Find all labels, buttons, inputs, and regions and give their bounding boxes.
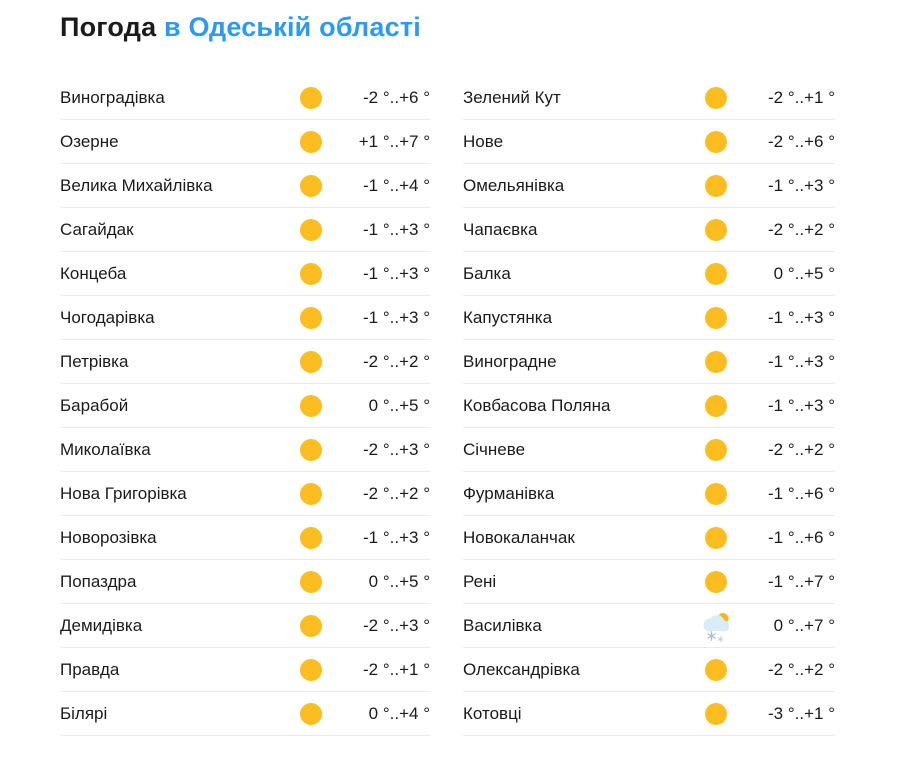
weather-icon-slot: [300, 439, 322, 461]
weather-icon-slot: [705, 263, 727, 285]
city-weather-row[interactable]: [463, 428, 835, 472]
sun-icon: [300, 307, 322, 329]
temperature-range: -2 °..+1 °: [363, 659, 430, 679]
sun-icon: [300, 395, 322, 417]
sun-icon: [300, 571, 322, 593]
city-weather-row[interactable]: [60, 120, 430, 164]
sun-icon: [300, 527, 322, 549]
weather-icon-slot: [705, 219, 727, 241]
sun-icon: [705, 307, 727, 329]
weather-icon-slot: [300, 659, 322, 681]
weather-icon-slot: [300, 527, 322, 549]
temperature-range: -1 °..+3 °: [363, 307, 430, 327]
city-name: Фурманівка: [463, 483, 555, 503]
city-name: Новокаланчак: [463, 527, 575, 547]
city-name: Виноградівка: [60, 87, 165, 107]
title-weather-label: Погода: [60, 12, 157, 42]
weather-icon-slot: [300, 395, 322, 417]
city-weather-row[interactable]: [463, 560, 835, 604]
temperature-range: -2 °..+2 °: [768, 659, 835, 679]
temperature-range: -2 °..+2 °: [363, 483, 430, 503]
sun-icon: [300, 219, 322, 241]
city-name: Олександрівка: [463, 659, 580, 679]
temperature-range: -1 °..+6 °: [768, 483, 835, 503]
city-weather-row[interactable]: [463, 252, 835, 296]
sun-icon: [300, 131, 322, 153]
weather-icon-slot: [300, 87, 322, 109]
city-weather-row[interactable]: [463, 120, 835, 164]
sun-icon: [705, 527, 727, 549]
city-weather-row[interactable]: [60, 296, 430, 340]
weather-column-left: [60, 76, 430, 736]
sun-icon: [300, 263, 322, 285]
city-name: Сагайдак: [60, 219, 134, 239]
city-name: Новорозівка: [60, 527, 157, 547]
weather-icon-slot: [705, 615, 727, 637]
sun-icon: [705, 219, 727, 241]
city-weather-row[interactable]: [463, 604, 835, 648]
page-title: [60, 10, 911, 44]
weather-icon-slot: [300, 615, 322, 637]
city-weather-row[interactable]: [60, 164, 430, 208]
city-name: Барабой: [60, 395, 129, 415]
temperature-range: -1 °..+3 °: [768, 395, 835, 415]
city-weather-row[interactable]: [60, 428, 430, 472]
city-name: Зелений Кут: [463, 87, 561, 107]
weather-icon-slot: [300, 219, 322, 241]
sun-icon: [705, 439, 727, 461]
city-name: Миколаївка: [60, 439, 151, 459]
temperature-range: -1 °..+3 °: [768, 307, 835, 327]
weather-icon-slot: [300, 307, 322, 329]
sun-icon: [705, 483, 727, 505]
city-name: Ковбасова Поляна: [463, 395, 611, 415]
city-name: Рені: [463, 571, 497, 591]
city-name: Січневе: [463, 439, 526, 459]
temperature-range: -1 °..+6 °: [768, 527, 835, 547]
temperature-range: -2 °..+3 °: [363, 615, 430, 635]
city-weather-row[interactable]: [60, 472, 430, 516]
temperature-range: -2 °..+6 °: [363, 87, 430, 107]
sun-icon: [705, 263, 727, 285]
sun-icon: [300, 615, 322, 637]
sun-icon: [705, 571, 727, 593]
city-weather-grid: [60, 76, 911, 736]
weather-icon-slot: [705, 131, 727, 153]
sun-icon: [300, 351, 322, 373]
city-name: Велика Михайлівка: [60, 175, 213, 195]
temperature-range: -2 °..+2 °: [363, 351, 430, 371]
temperature-range: 0 °..+5 °: [368, 571, 430, 591]
temperature-range: -1 °..+3 °: [768, 351, 835, 371]
temperature-range: -1 °..+3 °: [768, 175, 835, 195]
weather-icon-slot: [300, 131, 322, 153]
city-name: Петрівка: [60, 351, 129, 371]
temperature-range: -1 °..+7 °: [768, 571, 835, 591]
sun-icon: [300, 703, 322, 725]
city-weather-row[interactable]: [60, 340, 430, 384]
city-weather-row[interactable]: [463, 164, 835, 208]
city-weather-row[interactable]: [60, 516, 430, 560]
city-weather-row[interactable]: [463, 296, 835, 340]
city-weather-row[interactable]: [463, 208, 835, 252]
city-name: Нове: [463, 131, 504, 151]
city-name: Озерне: [60, 131, 119, 151]
city-weather-row[interactable]: [60, 560, 430, 604]
city-name: Нова Григорівка: [60, 483, 187, 503]
temperature-range: -1 °..+4 °: [363, 175, 430, 195]
city-name: Котовці: [463, 703, 522, 723]
sun-icon: [705, 351, 727, 373]
sun-icon: [300, 175, 322, 197]
temperature-range: -2 °..+1 °: [768, 87, 835, 107]
city-weather-row[interactable]: [463, 76, 835, 120]
sun-icon: [705, 175, 727, 197]
sun-icon: [705, 659, 727, 681]
weather-icon-slot: [705, 351, 727, 373]
city-weather-row[interactable]: [463, 516, 835, 560]
city-weather-row[interactable]: [60, 252, 430, 296]
temperature-range: 0 °..+5 °: [368, 395, 430, 415]
temperature-range: -3 °..+1 °: [768, 703, 835, 723]
city-name: Білярі: [60, 703, 108, 723]
weather-icon-slot: [300, 703, 322, 725]
temperature-range: 0 °..+7 °: [773, 615, 835, 635]
city-weather-row[interactable]: [463, 692, 835, 736]
city-weather-row[interactable]: [60, 692, 430, 736]
city-weather-row[interactable]: [463, 472, 835, 516]
city-name: Правда: [60, 659, 120, 679]
weather-icon-slot: [705, 571, 727, 593]
city-weather-row[interactable]: [463, 340, 835, 384]
city-weather-row[interactable]: [463, 648, 835, 692]
sun-icon: [300, 483, 322, 505]
weather-icon-slot: [705, 527, 727, 549]
sun-icon: [705, 131, 727, 153]
temperature-range: -2 °..+3 °: [363, 439, 430, 459]
weather-column-right: [463, 76, 835, 736]
city-name: Чогодарівка: [60, 307, 155, 327]
weather-icon-slot: [300, 483, 322, 505]
city-name: Виноградне: [463, 351, 557, 371]
weather-icon-slot: [705, 175, 727, 197]
weather-icon-slot: [300, 175, 322, 197]
sun-icon: [300, 439, 322, 461]
temperature-range: 0 °..+5 °: [773, 263, 835, 283]
weather-icon-slot: [300, 571, 322, 593]
city-name: Концеба: [60, 263, 127, 283]
city-name: Василівка: [463, 615, 542, 635]
title-region-link[interactable]: в Одеській області: [163, 12, 421, 42]
city-name: Омельянівка: [463, 175, 565, 195]
temperature-range: -1 °..+3 °: [363, 219, 430, 239]
temperature-range: -1 °..+3 °: [363, 263, 430, 283]
temperature-range: -2 °..+2 °: [768, 219, 835, 239]
city-weather-row[interactable]: [60, 76, 430, 120]
temperature-range: -1 °..+3 °: [363, 527, 430, 547]
city-weather-row[interactable]: [463, 384, 835, 428]
sun-icon: [705, 703, 727, 725]
city-name: Чапаєвка: [463, 219, 538, 239]
city-name: Попаздра: [60, 571, 137, 591]
city-name: Балка: [463, 263, 511, 283]
weather-icon-slot: [705, 483, 727, 505]
temperature-range: +1 °..+7 °: [358, 131, 430, 151]
city-weather-row[interactable]: [60, 648, 430, 692]
weather-icon-slot: [705, 87, 727, 109]
temperature-range: 0 °..+4 °: [368, 703, 430, 723]
city-name: Капустянка: [463, 307, 553, 327]
city-weather-row[interactable]: [60, 604, 430, 648]
weather-icon-slot: [705, 703, 727, 725]
city-weather-row[interactable]: [60, 384, 430, 428]
weather-icon-slot: [705, 439, 727, 461]
weather-icon-slot: [300, 263, 322, 285]
weather-icon-slot: [705, 659, 727, 681]
sun-icon: [300, 659, 322, 681]
temperature-range: -2 °..+2 °: [768, 439, 835, 459]
sun-icon: [300, 87, 322, 109]
temperature-range: -2 °..+6 °: [768, 131, 835, 151]
weather-icon-slot: [705, 395, 727, 417]
city-weather-row[interactable]: [60, 208, 430, 252]
sun-behind-snow-cloud-icon: [700, 612, 732, 642]
city-name: Демидівка: [60, 615, 143, 635]
sun-icon: [705, 87, 727, 109]
sun-icon: [705, 395, 727, 417]
weather-icon-slot: [705, 307, 727, 329]
weather-icon-slot: [300, 351, 322, 373]
